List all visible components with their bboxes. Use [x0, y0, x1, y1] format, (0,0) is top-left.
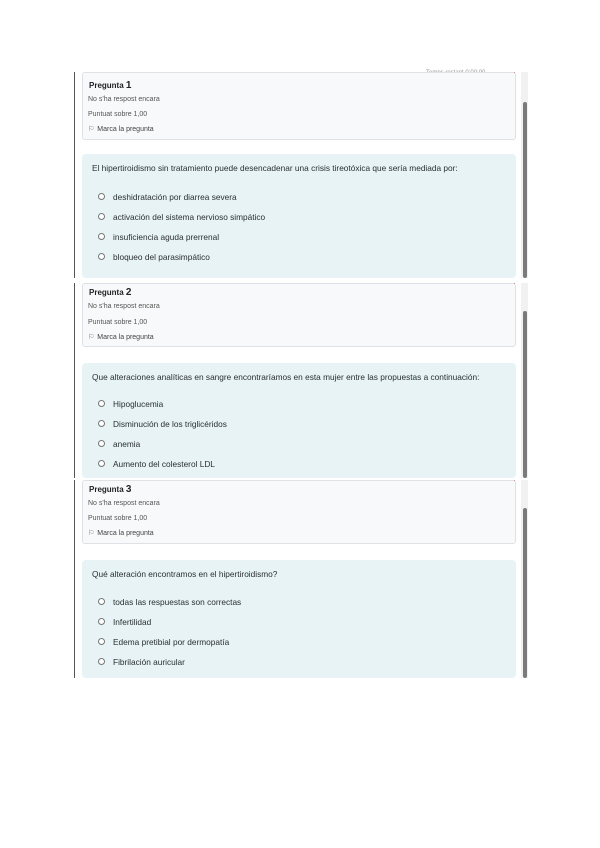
scrollbar-thumb[interactable]	[523, 102, 527, 278]
radio-button[interactable]	[98, 638, 105, 645]
radio-button[interactable]	[98, 440, 105, 447]
question-number: Pregunta 1	[89, 80, 132, 91]
flag-icon: ⚐	[88, 334, 95, 341]
answer-option[interactable]: Infertilidad	[98, 617, 151, 627]
answer-option[interactable]: deshidratación por diarrea severa	[98, 192, 237, 202]
question-content	[82, 560, 516, 678]
radio-button[interactable]	[98, 400, 105, 407]
question-content	[82, 363, 516, 478]
question-state: No s'ha respost encara	[88, 96, 160, 103]
answer-option[interactable]: Aumento del colesterol LDL	[98, 459, 215, 469]
question-info	[82, 283, 516, 347]
flag-question-link[interactable]: ⚐ Marca la pregunta	[88, 334, 154, 341]
radio-button[interactable]	[98, 598, 105, 605]
flag-question-link[interactable]: ⚐ Marca la pregunta	[88, 530, 154, 537]
question-prompt: Que alteraciones analíticas en sangre encontraríamos en esta mujer entre las propuestas a continuación:	[92, 372, 480, 382]
flag-question-link[interactable]: ⚐ Marca la pregunta	[88, 126, 154, 133]
question-prompt: Qué alteración encontramos en el hipertiroidismo?	[92, 569, 278, 579]
question-number: Pregunta 3	[89, 484, 132, 495]
question-info	[82, 480, 516, 544]
radio-button[interactable]	[98, 193, 105, 200]
answer-option[interactable]: Fibrilación auricular	[98, 657, 185, 667]
frame-left-border	[74, 283, 75, 478]
scrollbar-thumb[interactable]	[523, 311, 527, 478]
frame-left-border	[74, 72, 75, 278]
question-number: Pregunta 2	[89, 287, 132, 298]
question-prompt: El hipertiroidismo sin tratamiento puede desencadenar una crisis tireotóxica que sería mediada por:	[92, 163, 458, 173]
flag-icon: ⚐	[88, 126, 95, 133]
scrollbar-thumb[interactable]	[523, 508, 527, 678]
question-state: No s'ha respost encara	[88, 500, 160, 507]
question-grade: Puntuat sobre 1,00	[88, 515, 148, 522]
radio-button[interactable]	[98, 253, 105, 260]
radio-button[interactable]	[98, 658, 105, 665]
radio-button[interactable]	[98, 420, 105, 427]
answer-option[interactable]: insuficiencia aguda prerrenal	[98, 232, 219, 242]
question-info	[82, 72, 516, 140]
radio-button[interactable]	[98, 233, 105, 240]
answer-option[interactable]: bloqueo del parasimpático	[98, 252, 210, 262]
answer-option[interactable]: Disminución de los triglicéridos	[98, 419, 227, 429]
question-state: No s'ha respost encara	[88, 303, 160, 310]
question-2-frame	[74, 283, 528, 478]
answer-option[interactable]: activación del sistema nervioso simpático	[98, 212, 265, 222]
question-grade: Puntuat sobre 1,00	[88, 319, 148, 326]
radio-button[interactable]	[98, 460, 105, 467]
question-3-frame	[74, 480, 528, 678]
question-content	[82, 154, 516, 278]
answer-option[interactable]: anemia	[98, 439, 140, 449]
flag-icon: ⚐	[88, 530, 95, 537]
radio-button[interactable]	[98, 213, 105, 220]
answer-option[interactable]: todas las respuestas son correctas	[98, 597, 241, 607]
question-grade: Puntuat sobre 1,00	[88, 111, 148, 118]
answer-option[interactable]: Hipoglucemia	[98, 399, 163, 409]
question-1-frame	[74, 72, 528, 278]
answer-option[interactable]: Edema pretibial por dermopatía	[98, 637, 229, 647]
radio-button[interactable]	[98, 618, 105, 625]
frame-left-border	[74, 480, 75, 678]
